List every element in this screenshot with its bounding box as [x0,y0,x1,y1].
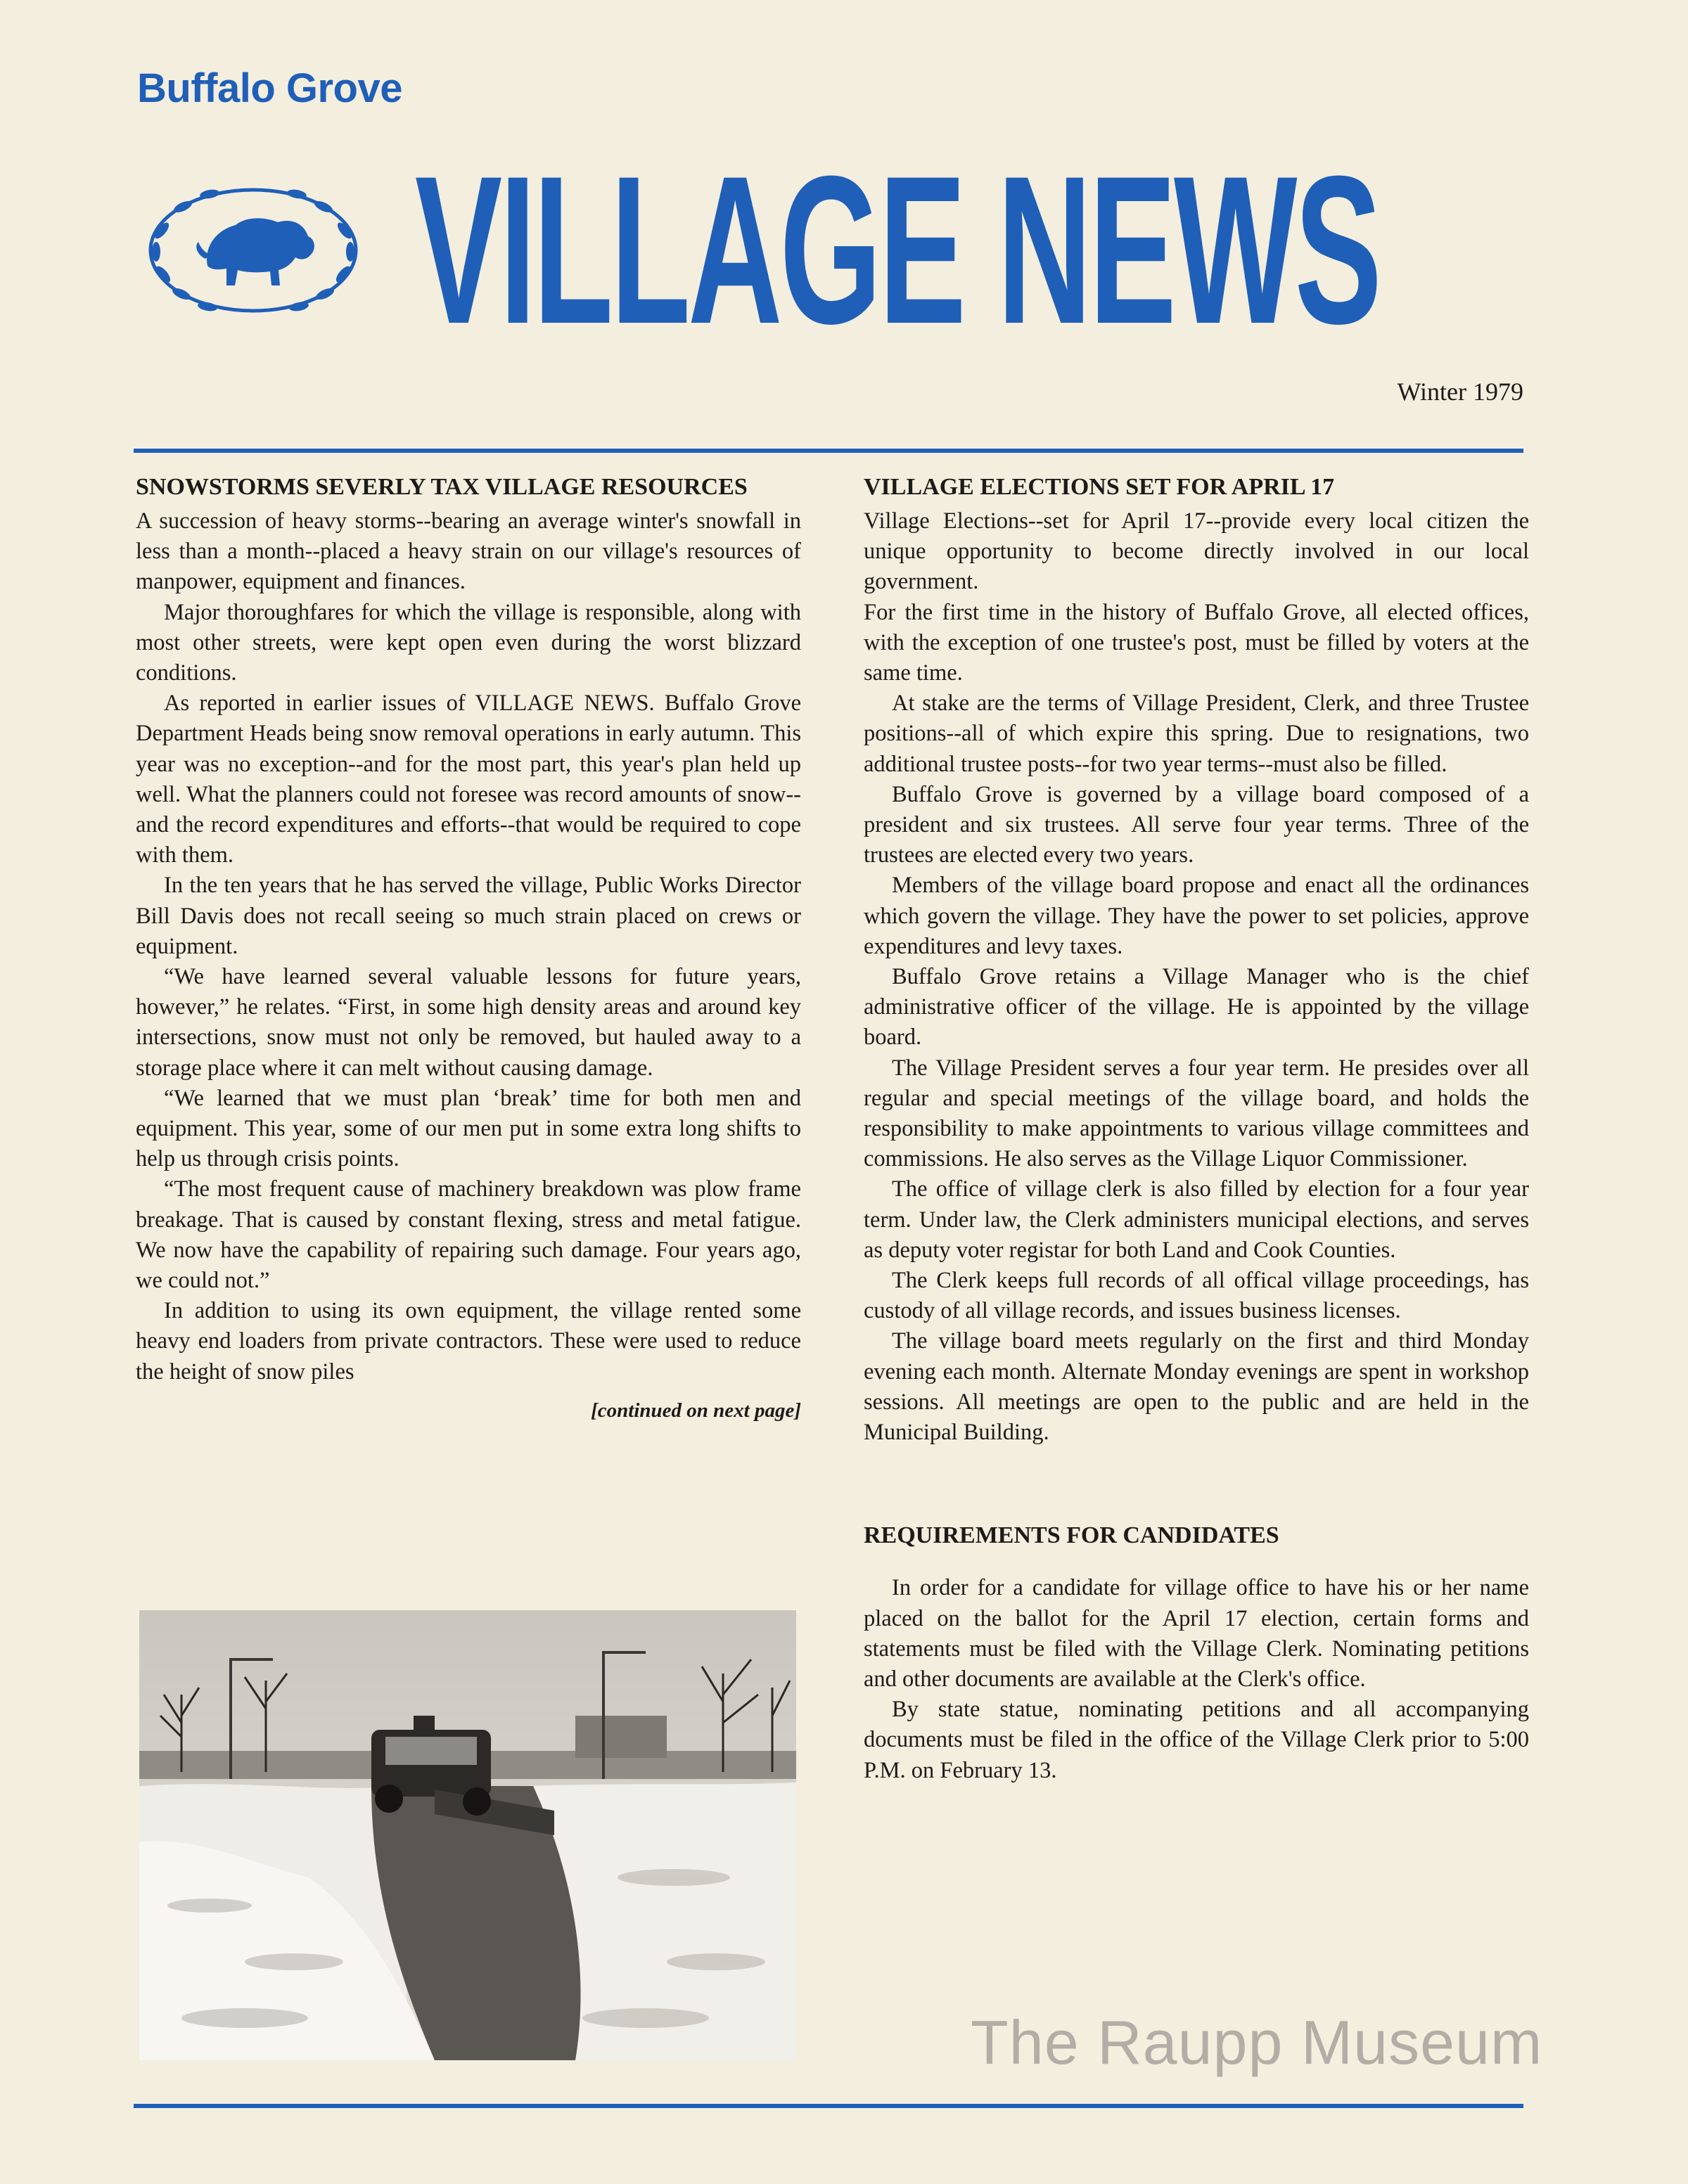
snow-headline: SNOWSTORMS SEVERLY TAX VILLAGE RESOURCES [136,474,748,500]
requirements-section [864,1521,1529,1785]
requirements-headline: REQUIREMENTS FOR CANDIDATES [864,1522,1279,1549]
right-column [864,473,1529,1786]
snow-paragraph: As reported in earlier issues of VILLAGE NEWS. Buffalo Grove Department Heads being snow removal operations in early autumn. This year was no exception--and for the most part, this year's plan held up well. What the planners could not foresee was record amounts of snow--and the record expenditures and efforts--that would be required to cope with them. [136,690,801,868]
elections-paragraph: The Clerk keeps full records of all offical village proceedings, has custody of all village records, and issues business licenses. [864,1268,1529,1324]
snow-paragraph: “The most frequent cause of machinery breakdown was plow frame breakage. That is caused by constant flexing, stress and metal fatigue. We now have the capability of repairing such damage. Four years ago, we could not.” [136,1176,801,1294]
elections-headline: VILLAGE ELECTIONS SET FOR APRIL 17 [864,474,1335,500]
left-column [136,473,801,1426]
elections-paragraph: The village board meets regularly on the first and third Monday evening each month. Alternate Monday evenings are spent in workshop sessions. All meetings are open to the public and are held in the Municipal Building. [864,1328,1529,1446]
snow-paragraph: “We learned that we must plan ‘break’ time for both men and equipment. This year, some of our men put in some extra long shifts to help us through crisis points. [136,1085,801,1172]
snow-paragraph: In the ten years that he has served the village, Public Works Director Bill Davis does not recall seeing so much strain placed on crews or equipment. [136,873,801,959]
snow-paragraph: A succession of heavy storms--bearing an average winter's snowfall in less than a month--placed a heavy strain on our village's resources of manpower, equipment and finances. [136,508,801,595]
elections-paragraph: At stake are the terms of Village President, Clerk, and three Trustee positions--all of which expire this spring. Due to resignations, two additional trustee posts--for two year terms--must also be filled. [864,690,1529,777]
snowplow-truck-photo [139,1610,796,2060]
requirements-paragraph: By state statue, nominating petitions and all accompanying documents must be filed in the office of the Village Clerk prior to 5:00 P.M. on February 13. [864,1697,1529,1783]
snow-paragraph: “We have learned several valuable lessons for future years, however,” he relates. “First, in some high density areas and around key intersections, snow must not only be removed, but hauled away to a storage place where it can melt without causing damage. [136,964,801,1081]
requirements-paragraph: In order for a candidate for village office to have his or her name placed on the ballot for the April 17 election, certain forms and statements must be filed with the Village Clerk. Nominating petitions and other documents are available at the Clerk's office. [864,1575,1529,1692]
elections-paragraph: Members of the village board propose and enact all the ordinances which govern the village. They have the power to set policies, approve expenditures and levy taxes. [864,873,1529,959]
bottom-divider [134,2104,1523,2108]
buffalo-wreath-icon [141,181,366,319]
elections-paragraph: Buffalo Grove is governed by a village board composed of a president and six trustees. All serve four year terms. Three of the trustees are elected every two years. [864,781,1529,868]
masthead-title: VILLAGE NEWS [415,131,1380,368]
top-divider [134,449,1523,453]
elections-paragraph: For the first time in the history of Buffalo Grove, all elected offices, with the exception of one trustee's post, must be filled by voters at the same time. [864,599,1529,686]
snow-paragraph: In addition to using its own equipment, the village rented some heavy end loaders from private contractors. These were used to reduce the height of snow piles [136,1298,801,1385]
continued-note: [continued on next page] [591,1399,801,1422]
museum-watermark: The Raupp Museum [971,2008,1543,2077]
issue-date: Winter 1979 [1397,378,1523,406]
elections-paragraph: Buffalo Grove retains a Village Manager who is the chief administrative officer of the village. He is appointed by the village board. [864,964,1529,1051]
elections-paragraph: Village Elections--set for April 17--provide every local citizen the unique opportunity to become directly involved in our local government. [864,508,1529,595]
masthead-kicker: Buffalo Grove [137,65,402,111]
snow-paragraph: Major thoroughfares for which the village is responsible, along with most other streets, were kept open even during the worst blizzard conditions. [136,599,801,686]
elections-paragraph: The Village President serves a four year term. He presides over all regular and special meetings of the village board, and holds the responsibility to make appointments to various village committees and commissions. He also serves as the Village Liquor Commissioner. [864,1055,1529,1172]
elections-paragraph: The office of village clerk is also filled by election for a four year term. Under law, the Clerk administers municipal elections, and serves as deputy voter registar for both Land and Cook Counties. [864,1176,1529,1263]
